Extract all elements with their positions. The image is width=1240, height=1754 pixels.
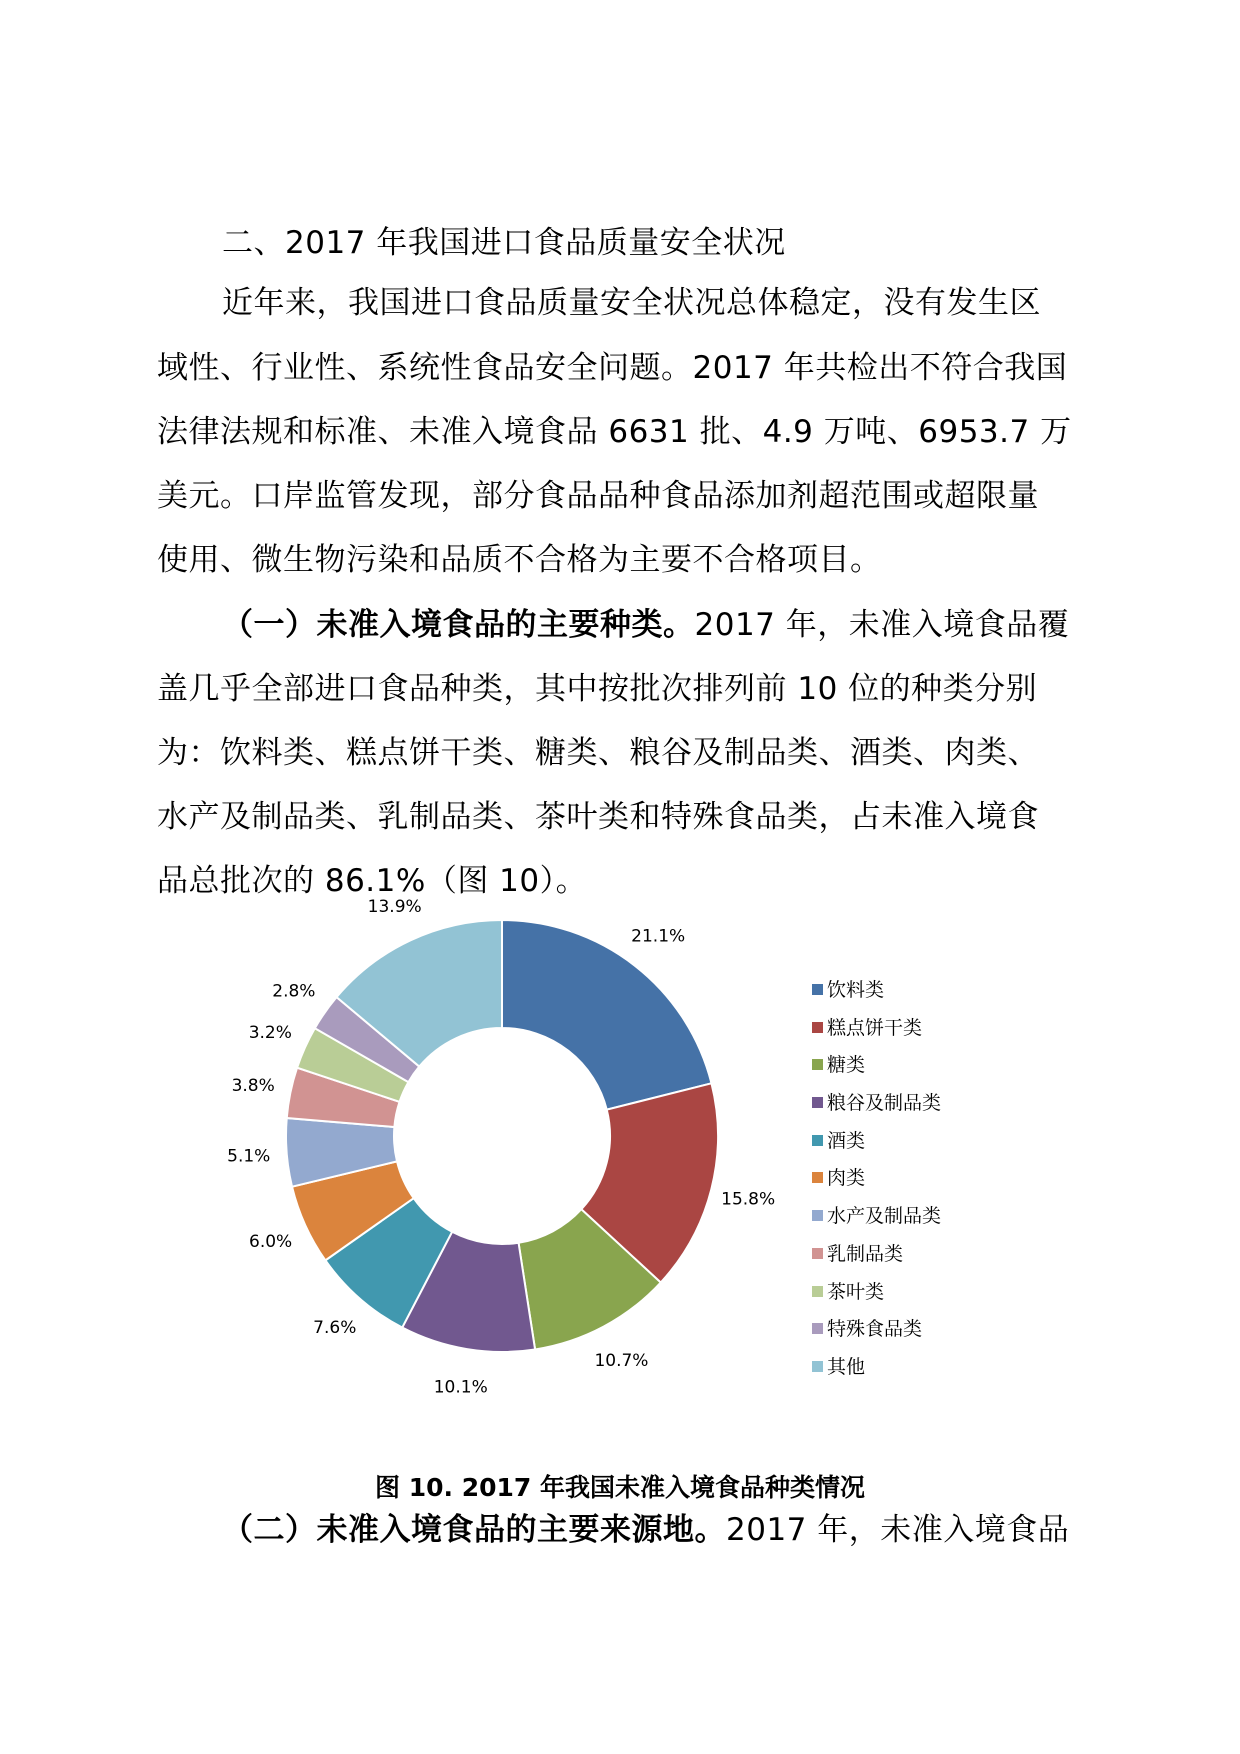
slice-label-9: 3.2% (248, 1022, 292, 1043)
slice-label-11: 13.9% (367, 896, 422, 917)
legend-label: 特殊食品类 (827, 1318, 923, 1341)
legend-swatch (812, 984, 823, 995)
legend-label: 饮料类 (827, 979, 885, 1001)
slice-label-4: 10.1% (433, 1377, 488, 1398)
para1-line-1 (222, 283, 1085, 323)
para2-line-5: 品总批次的 86.1%（图 10）。 (157, 863, 588, 899)
legend-label: 水产及制品类 (827, 1205, 942, 1228)
legend-item (812, 1318, 941, 1356)
legend-item (812, 1054, 941, 1092)
legend-swatch (812, 1210, 823, 1221)
slice-label-10: 2.8% (272, 981, 316, 1002)
para3-lead-rest: 2017 年，未准入境食品 (726, 1512, 1070, 1548)
slice-1 (502, 920, 711, 1110)
para2-line-2: 盖几乎全部进口食品种类，其中按批次排列前 10 位的种类分别 (157, 671, 1038, 707)
legend-item (812, 1167, 941, 1205)
para2-lead-bold: （一）未准入境食品的主要种类。 (222, 607, 695, 643)
legend-swatch (812, 1172, 823, 1183)
para2-line-3: 为：饮料类、糕点饼干类、糖类、粮谷及制品类、酒类、肉类、 (157, 735, 1039, 771)
legend-item (812, 1356, 941, 1394)
para2-lead-rest: 2017 年，未准入境食品覆 (694, 607, 1070, 643)
legend-swatch (812, 1361, 823, 1372)
para2-line-1 (222, 605, 1069, 645)
slice-label-5: 7.6% (313, 1318, 357, 1339)
legend-item (812, 1092, 941, 1130)
legend-swatch (812, 1323, 823, 1334)
para3-line-1 (222, 1510, 1069, 1550)
legend-label: 其他 (827, 1355, 866, 1378)
para1-line-5: 使用、微生物污染和品质不合格为主要不合格项目。 (157, 542, 882, 578)
figure-caption: 图 10. 2017 年我国未准入境食品种类情况 (375, 1473, 865, 1502)
legend-swatch (812, 1135, 823, 1146)
legend-label: 粮谷及制品类 (827, 1092, 942, 1115)
donut-chart (200, 896, 800, 1440)
legend-label: 茶叶类 (827, 1280, 885, 1303)
legend-label: 肉类 (827, 1167, 866, 1190)
para1-line-2: 域性、行业性、系统性食品安全问题。2017 年共检出不符合我国 (157, 350, 1068, 386)
slice-label-1: 21.1% (631, 926, 686, 947)
slice-label-2: 15.8% (721, 1189, 776, 1210)
legend-swatch (812, 1286, 823, 1297)
legend-item (812, 1017, 941, 1055)
legend-label: 糖类 (827, 1054, 866, 1077)
legend-item (812, 1243, 941, 1281)
slice-label-3: 10.7% (594, 1351, 649, 1372)
legend-label: 酒类 (827, 1129, 866, 1152)
legend-item (812, 1130, 941, 1168)
para1-line-3: 法律法规和标准、未准入境食品 6631 批、4.9 万吨、6953.7 万 (157, 414, 1072, 450)
para1-line-4: 美元。口岸监管发现，部分食品品种食品添加剂超范围或超限量 (157, 478, 1039, 514)
legend-item (812, 1281, 941, 1319)
legend-swatch (812, 1059, 823, 1070)
para1-line-1-text: 近年来，我国进口食品质量安全状况总体稳定，没有发生区 (222, 285, 1041, 321)
legend-swatch (812, 1097, 823, 1108)
para2-line-4: 水产及制品类、乳制品类、茶叶类和特殊食品类，占未准入境食 (157, 799, 1039, 835)
legend-label: 乳制品类 (827, 1242, 904, 1265)
slice-label-6: 6.0% (249, 1231, 293, 1252)
chart-legend (812, 979, 941, 1394)
legend-item (812, 979, 941, 1017)
legend-label: 糕点饼干类 (827, 1016, 923, 1039)
slice-label-8: 3.8% (231, 1075, 275, 1096)
legend-item (812, 1205, 941, 1243)
legend-swatch (812, 1248, 823, 1259)
slice-label-7: 5.1% (227, 1146, 271, 1167)
section-heading: 二、2017 年我国进口食品质量安全状况 (222, 225, 786, 261)
legend-swatch (812, 1022, 823, 1033)
para3-lead-bold: （二）未准入境食品的主要来源地。 (222, 1512, 726, 1548)
